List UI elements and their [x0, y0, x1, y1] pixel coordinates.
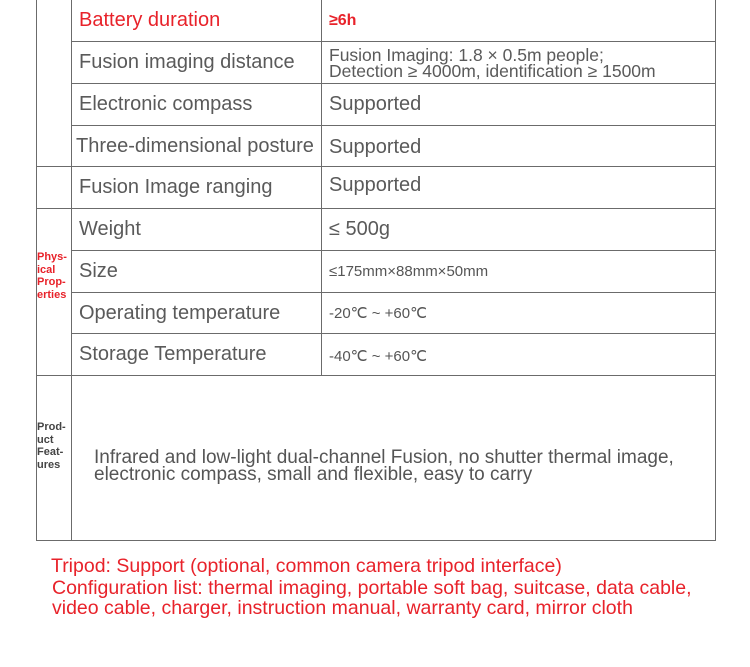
spec-value-line: Detection ≥ 4000m, identification ≥ 1500m	[329, 60, 656, 81]
category-product-features: Prod- uct Feat- ures	[37, 421, 66, 471]
spec-value: Supported	[329, 174, 422, 196]
spec-value: Supported	[329, 135, 422, 158]
spec-label: Three-dimensional posture	[76, 134, 314, 157]
tripod-note: Tripod: Support (optional, common camera tripod interface)	[51, 555, 562, 577]
product-features-text: Infrared and low-light dual-channel Fusion, no shutter thermal image, electronic compass, small and flexible, easy to carry	[94, 447, 674, 485]
category-physical-properties: Phys- ical Prop- erties	[37, 251, 67, 301]
spec-label: Size	[79, 260, 118, 282]
spec-label: Fusion Image ranging	[79, 176, 273, 198]
spec-value	[329, 42, 713, 83]
configuration-list: Configuration list: thermal imaging, portable soft bag, suitcase, data cable, video cable, charger, instruction manual, warranty card, mirror cloth	[52, 577, 692, 619]
spec-label: Fusion imaging distance	[79, 51, 295, 73]
spec-value: -40℃ ~ +60℃	[329, 347, 427, 365]
spec-value-line: Fusion Imaging: 1.8 × 0.5m people;	[329, 44, 604, 65]
spec-value: -20℃ ~ +60℃	[329, 305, 427, 322]
spec-label: Weight	[79, 218, 141, 240]
spec-label: Battery duration	[79, 9, 221, 31]
table-border-bottom	[36, 540, 716, 541]
table-border-right	[715, 0, 716, 541]
column-divider	[321, 0, 322, 376]
spec-label: Storage Temperature	[79, 343, 267, 365]
spec-label: Operating temperature	[79, 301, 281, 324]
spec-value: ≤ 500g	[329, 218, 391, 240]
spec-value: ≥6h	[329, 11, 357, 29]
spec-value: Supported	[329, 93, 422, 115]
spec-value: ≤175mm×88mm×50mm	[329, 263, 489, 280]
spec-label: Electronic compass	[79, 93, 253, 115]
category-divider	[71, 0, 72, 541]
